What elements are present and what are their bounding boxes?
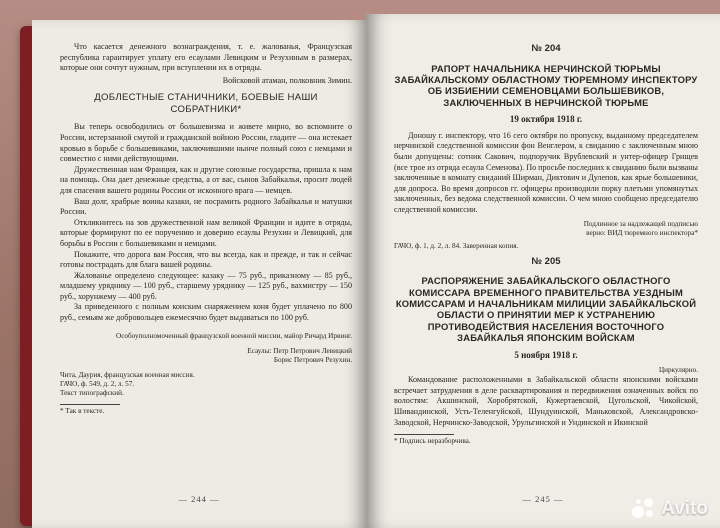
avito-watermark [632,498,708,520]
signature-irving: Особоуполномоченный французской военной миссии, майор Ричард Ирвинг. [116,331,352,340]
appeal-heading: ДОБЛЕСТНЫЕ СТАНИЧНИКИ, БОЕВЫЕ НАШИ СОБРАТНИКИ* [94,92,318,116]
document-number: № 205 [531,255,561,267]
left-page [32,20,366,528]
document-body: Командование расположенными в Забайкальской области японскими войсками встречает затруднения в деле расквартирования и передвижения означенных войск по волостям: Акшинской, Хоробрятской, Кужертаевской, Цугольской, Чикойской, Шивандинской, Усть-Теленгуйской, Шундуинской, Маньковской, Александровско-Заводской, Нерчинско-Заводской, Урульгинской и Ундинской и Икинской [394,375,698,427]
footnote-divider [394,434,454,435]
footnote: * Подпись неразборчива. [394,437,471,446]
intro-paragraph: Что касается денежного вознаграждения, т. е. жалованья, Французская республика гарантирует уплату его есаулами Левицким и Резухиным в размерах, которые они сочтут нужным, при вступлении их в отряды. [60,42,352,73]
left-page-text [60,42,352,416]
right-page-text [394,30,698,446]
page-number-right: — 245 — [522,494,564,504]
appeal-paragraph: За приведенного с полным конским снаряжением коня будет уплачено по 800 руб., семьям же добровольцев ежемесячно будет выдаваться по 100 руб. [60,302,352,323]
archive-reference: ГАЧО, ф. 1, д. 2, л. 84. Заверенная копия. [394,241,519,250]
appeal-paragraph: Ваш долг, храбрые воины казаки, не посрамить родного Забайкалья и матушки России. [60,196,352,217]
archive-reference: ГАЧО, ф. 549, д. 2, л. 57. [60,379,135,388]
footnote: * Так в тексте. [60,406,105,415]
avito-brand-text: Avito [661,498,708,519]
archive-reference-type: Текст типографский. [60,388,124,397]
appeal-paragraph: Вы теперь освободились от большевизма и живете мирно, во вспомните о России, истерзанной смутой и гражданской войною России, гладите — она истекает кровью в борьбе с большевиками, заключившими нынче полный союз с немцами и совместно с ними действующими. [60,122,352,164]
document-title: РАПОРТ НАЧАЛЬНИКА НЕРЧИНСКОЙ ТЮРЬМЫ ЗАБАЙКАЛЬСКОМУ ОБЛАСТНОМУ ТЮРЕМНОМУ ИНСПЕКТОРУ ОБ ИЗБИЕНИИ СЕМЕНОВЦАМИ БОЛЬШЕВИКОВ, ЗАКЛЮЧЕННЫХ В НЕРЧИНСКОЙ ТЮРЬМЕ [394,62,698,108]
document-date: 5 ноября 1918 г. [514,349,578,360]
appeal-paragraph: Откликнитесь на зов дружественной нам великой Франции и идите в отряды, которые формируют по ее поручению и доверию есаулы Резухин и Левицкий, для борьбы в России с большевиками и немцами. [60,217,352,248]
document-number: № 204 [531,43,561,54]
appeal-paragraph: Дружественная нам Франция, как и другие союзные государства, пришла к нам на помощь. Она дает денежные средства, а от вас, сынов Забайкалья, просит людей для спасения вашего родины России от исконного врага — немцев. [60,164,352,195]
footnote-divider [60,404,120,405]
document-body: Доношу г. инспектору, что 16 сего октября по пропуску, выданному председателем нерчинской следственной комиссии фон Венглером, к свиданию с заключенным мною были допущены: сотник Сакович, подпоручик Врублевский и унтер-офицер Грищев (все трое из отряда есаула Семенова). По просьбе последних к свиданию были вызваны заключенные в комнату свиданий Ширман, Диктович и Дулепов, как ярые большевики, для допроса. Во время допросов гг. офицеры производили порку плетьми упомянутых заключенных, без ведома следственной комиссии. О чем мною сообщено председателю следственной комиссии. [394,130,698,214]
document-date: 19 октября 1918 г. [509,114,583,125]
avito-logo-icon [632,498,656,520]
source-note: Чита, Даурия, французская военная миссия. [60,370,195,379]
appeal-paragraph: Покажите, что дорога вам Россия, что вы всегда, как и прежде, и так и сейчас готовы пострадать для блага вашей родины. [60,249,352,270]
signature-esauly: Есаулы: Петр Петрович Левицкий Борис Петрович Резухин. [247,346,352,364]
right-page [366,14,720,528]
appeal-paragraph: Жалованье определено следующее: казаку — 75 руб., приказному — 85 руб., младшему уряднику — 100 руб., старшему уряднику — 125 руб., вахмистру — 150 руб., хорунжему — 400 руб. [60,270,352,301]
circular-note: Циркулярно. [658,366,698,375]
document-title: РАСПОРЯЖЕНИЕ ЗАБАЙКАЛЬСКОГО ОБЛАСТНОГО КОМИССАРА ВРЕМЕННОГО ПРАВИТЕЛЬСТВА УЕЗДНЫМ КОМИССАРАМ И НАЧАЛЬНИКАМ МИЛИЦИИ ЗАБАЙКАЛЬСКОЙ ОБЛАСТИ О ПРИНЯТИИ МЕР К УСТРАНЕНИЮ ПРОТИВОДЕЙСТВИЯ НАСЕЛЕНИЯ ВОСТОЧНОГО ЗАБАЙКАЛЬЯ ЯПОНСКИМ ВОЙСКАМ [395,275,697,344]
document-signature: Подлинное за надлежащей подписью верно: ВИД тюремного инспектора* [583,219,698,237]
signature-ataman: Войсковой атаман, полковник Зимин. [222,75,352,85]
page-number-left: — 244 — [178,494,220,504]
